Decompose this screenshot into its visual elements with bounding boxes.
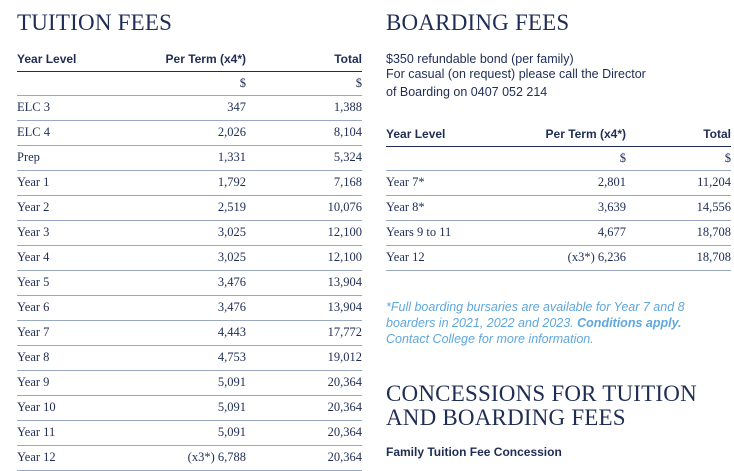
total-cell: 17,772 (246, 320, 362, 345)
tuition-header-per-term: Per Term (x4*) (117, 48, 246, 71)
year-level-cell: Year 10 (17, 395, 117, 420)
currency-symbol: $ (496, 146, 626, 170)
tuition-header-year-level: Year Level (17, 48, 117, 71)
conditions-apply-link[interactable]: Conditions apply. (577, 316, 682, 330)
year-level-cell: Prep (17, 145, 117, 170)
total-cell: 14,556 (626, 195, 731, 220)
year-level-cell: Year 3 (17, 220, 117, 245)
director-phone-line: of Boarding on 0407 052 214 (386, 85, 548, 99)
year-level-cell: Year 8* (386, 195, 496, 220)
per-term-cell: 4,677 (496, 220, 626, 245)
boarding-header-year-level: Year Level (386, 123, 496, 146)
year-level-cell: Year 12 (386, 245, 496, 270)
currency-symbol: $ (626, 146, 731, 170)
family-concession-subheading: Family Tuition Fee Concession (386, 445, 562, 459)
per-term-cell: 3,639 (496, 195, 626, 220)
concessions-title-line-2: AND BOARDING FEES (386, 405, 626, 430)
year-level-cell: Year 1 (17, 170, 117, 195)
per-term-cell: (x3*) 6,788 (117, 445, 246, 470)
table-row (17, 245, 362, 270)
per-term-cell: 5,091 (117, 395, 246, 420)
table-row (17, 395, 362, 420)
per-term-cell: 2,801 (496, 170, 626, 195)
total-cell: 18,708 (626, 220, 731, 245)
total-cell: 13,904 (246, 295, 362, 320)
total-cell: 20,364 (246, 370, 362, 395)
table-row (17, 145, 362, 170)
year-level-cell: Year 7* (386, 170, 496, 195)
total-cell: 7,168 (246, 170, 362, 195)
bursary-note-line-1: *Full boarding bursaries are available for Year 7 and 8 (386, 300, 685, 314)
boarding-currency-row (386, 146, 731, 170)
bursary-note-line-3: Contact College for more information. (386, 332, 594, 346)
boarding-fees-table (386, 123, 731, 271)
per-term-cell: 1,331 (117, 145, 246, 170)
bursary-note-line-2 (386, 315, 682, 331)
year-level-cell: ELC 4 (17, 120, 117, 145)
bursary-note-years: boarders in 2021, 2022 and 2023. (386, 316, 578, 330)
total-cell: 10,076 (246, 195, 362, 220)
table-row (17, 295, 362, 320)
table-row (386, 170, 731, 195)
concessions-title-line-1: CONCESSIONS FOR TUITION (386, 381, 697, 406)
currency-symbol: $ (246, 71, 362, 95)
bond-line-1: $350 refundable bond (per family) (386, 52, 574, 66)
total-cell: 18,708 (626, 245, 731, 270)
year-level-cell: Year 6 (17, 295, 117, 320)
year-level-cell: ELC 3 (17, 95, 117, 120)
total-cell: 5,324 (246, 145, 362, 170)
total-cell: 8,104 (246, 120, 362, 145)
total-cell: 13,904 (246, 270, 362, 295)
table-row (17, 320, 362, 345)
per-term-cell: 5,091 (117, 370, 246, 395)
year-level-cell: Year 8 (17, 345, 117, 370)
total-cell: 20,364 (246, 420, 362, 445)
per-term-cell: 2,026 (117, 120, 246, 145)
total-cell: 20,364 (246, 445, 362, 470)
table-row (17, 420, 362, 445)
per-term-cell: 1,792 (117, 170, 246, 195)
total-cell: 11,204 (626, 170, 731, 195)
table-row (17, 445, 362, 470)
total-cell: 19,012 (246, 345, 362, 370)
per-term-cell: 4,443 (117, 320, 246, 345)
total-cell: 12,100 (246, 220, 362, 245)
year-level-cell: Year 7 (17, 320, 117, 345)
tuition-header-row (17, 48, 362, 71)
per-term-cell: 3,025 (117, 220, 246, 245)
boarding-fees-title: BOARDING FEES (386, 10, 570, 35)
tuition-fees-table (17, 48, 362, 471)
total-cell: 12,100 (246, 245, 362, 270)
year-level-cell: Years 9 to 11 (386, 220, 496, 245)
tuition-fees-title: TUITION FEES (17, 10, 173, 35)
year-level-cell: Year 5 (17, 270, 117, 295)
table-row (17, 220, 362, 245)
currency-symbol: $ (117, 71, 246, 95)
boarding-header-row (386, 123, 731, 146)
boarding-header-per-term: Per Term (x4*) (496, 123, 626, 146)
total-cell: 20,364 (246, 395, 362, 420)
per-term-cell: 5,091 (117, 420, 246, 445)
per-term-cell: 3,025 (117, 245, 246, 270)
per-term-cell: 3,476 (117, 270, 246, 295)
tuition-header-total: Total (246, 48, 362, 71)
year-level-cell: Year 2 (17, 195, 117, 220)
total-cell: 1,388 (246, 95, 362, 120)
year-level-cell: Year 9 (17, 370, 117, 395)
boarding-header-total: Total (626, 123, 731, 146)
table-row (386, 195, 731, 220)
per-term-cell: 3,476 (117, 295, 246, 320)
casual-line: For casual (on request) please call the Director (386, 67, 646, 81)
table-row (17, 345, 362, 370)
per-term-cell: 347 (117, 95, 246, 120)
table-row (17, 270, 362, 295)
table-row (17, 170, 362, 195)
table-row (386, 220, 731, 245)
table-row (17, 195, 362, 220)
tuition-currency-row (17, 71, 362, 95)
year-level-cell: Year 12 (17, 445, 117, 470)
per-term-cell: 2,519 (117, 195, 246, 220)
table-row (386, 245, 731, 270)
table-row (17, 95, 362, 120)
table-row (17, 120, 362, 145)
year-level-cell: Year 11 (17, 420, 117, 445)
year-level-cell: Year 4 (17, 245, 117, 270)
per-term-cell: 4,753 (117, 345, 246, 370)
per-term-cell: (x3*) 6,236 (496, 245, 626, 270)
table-row (17, 370, 362, 395)
